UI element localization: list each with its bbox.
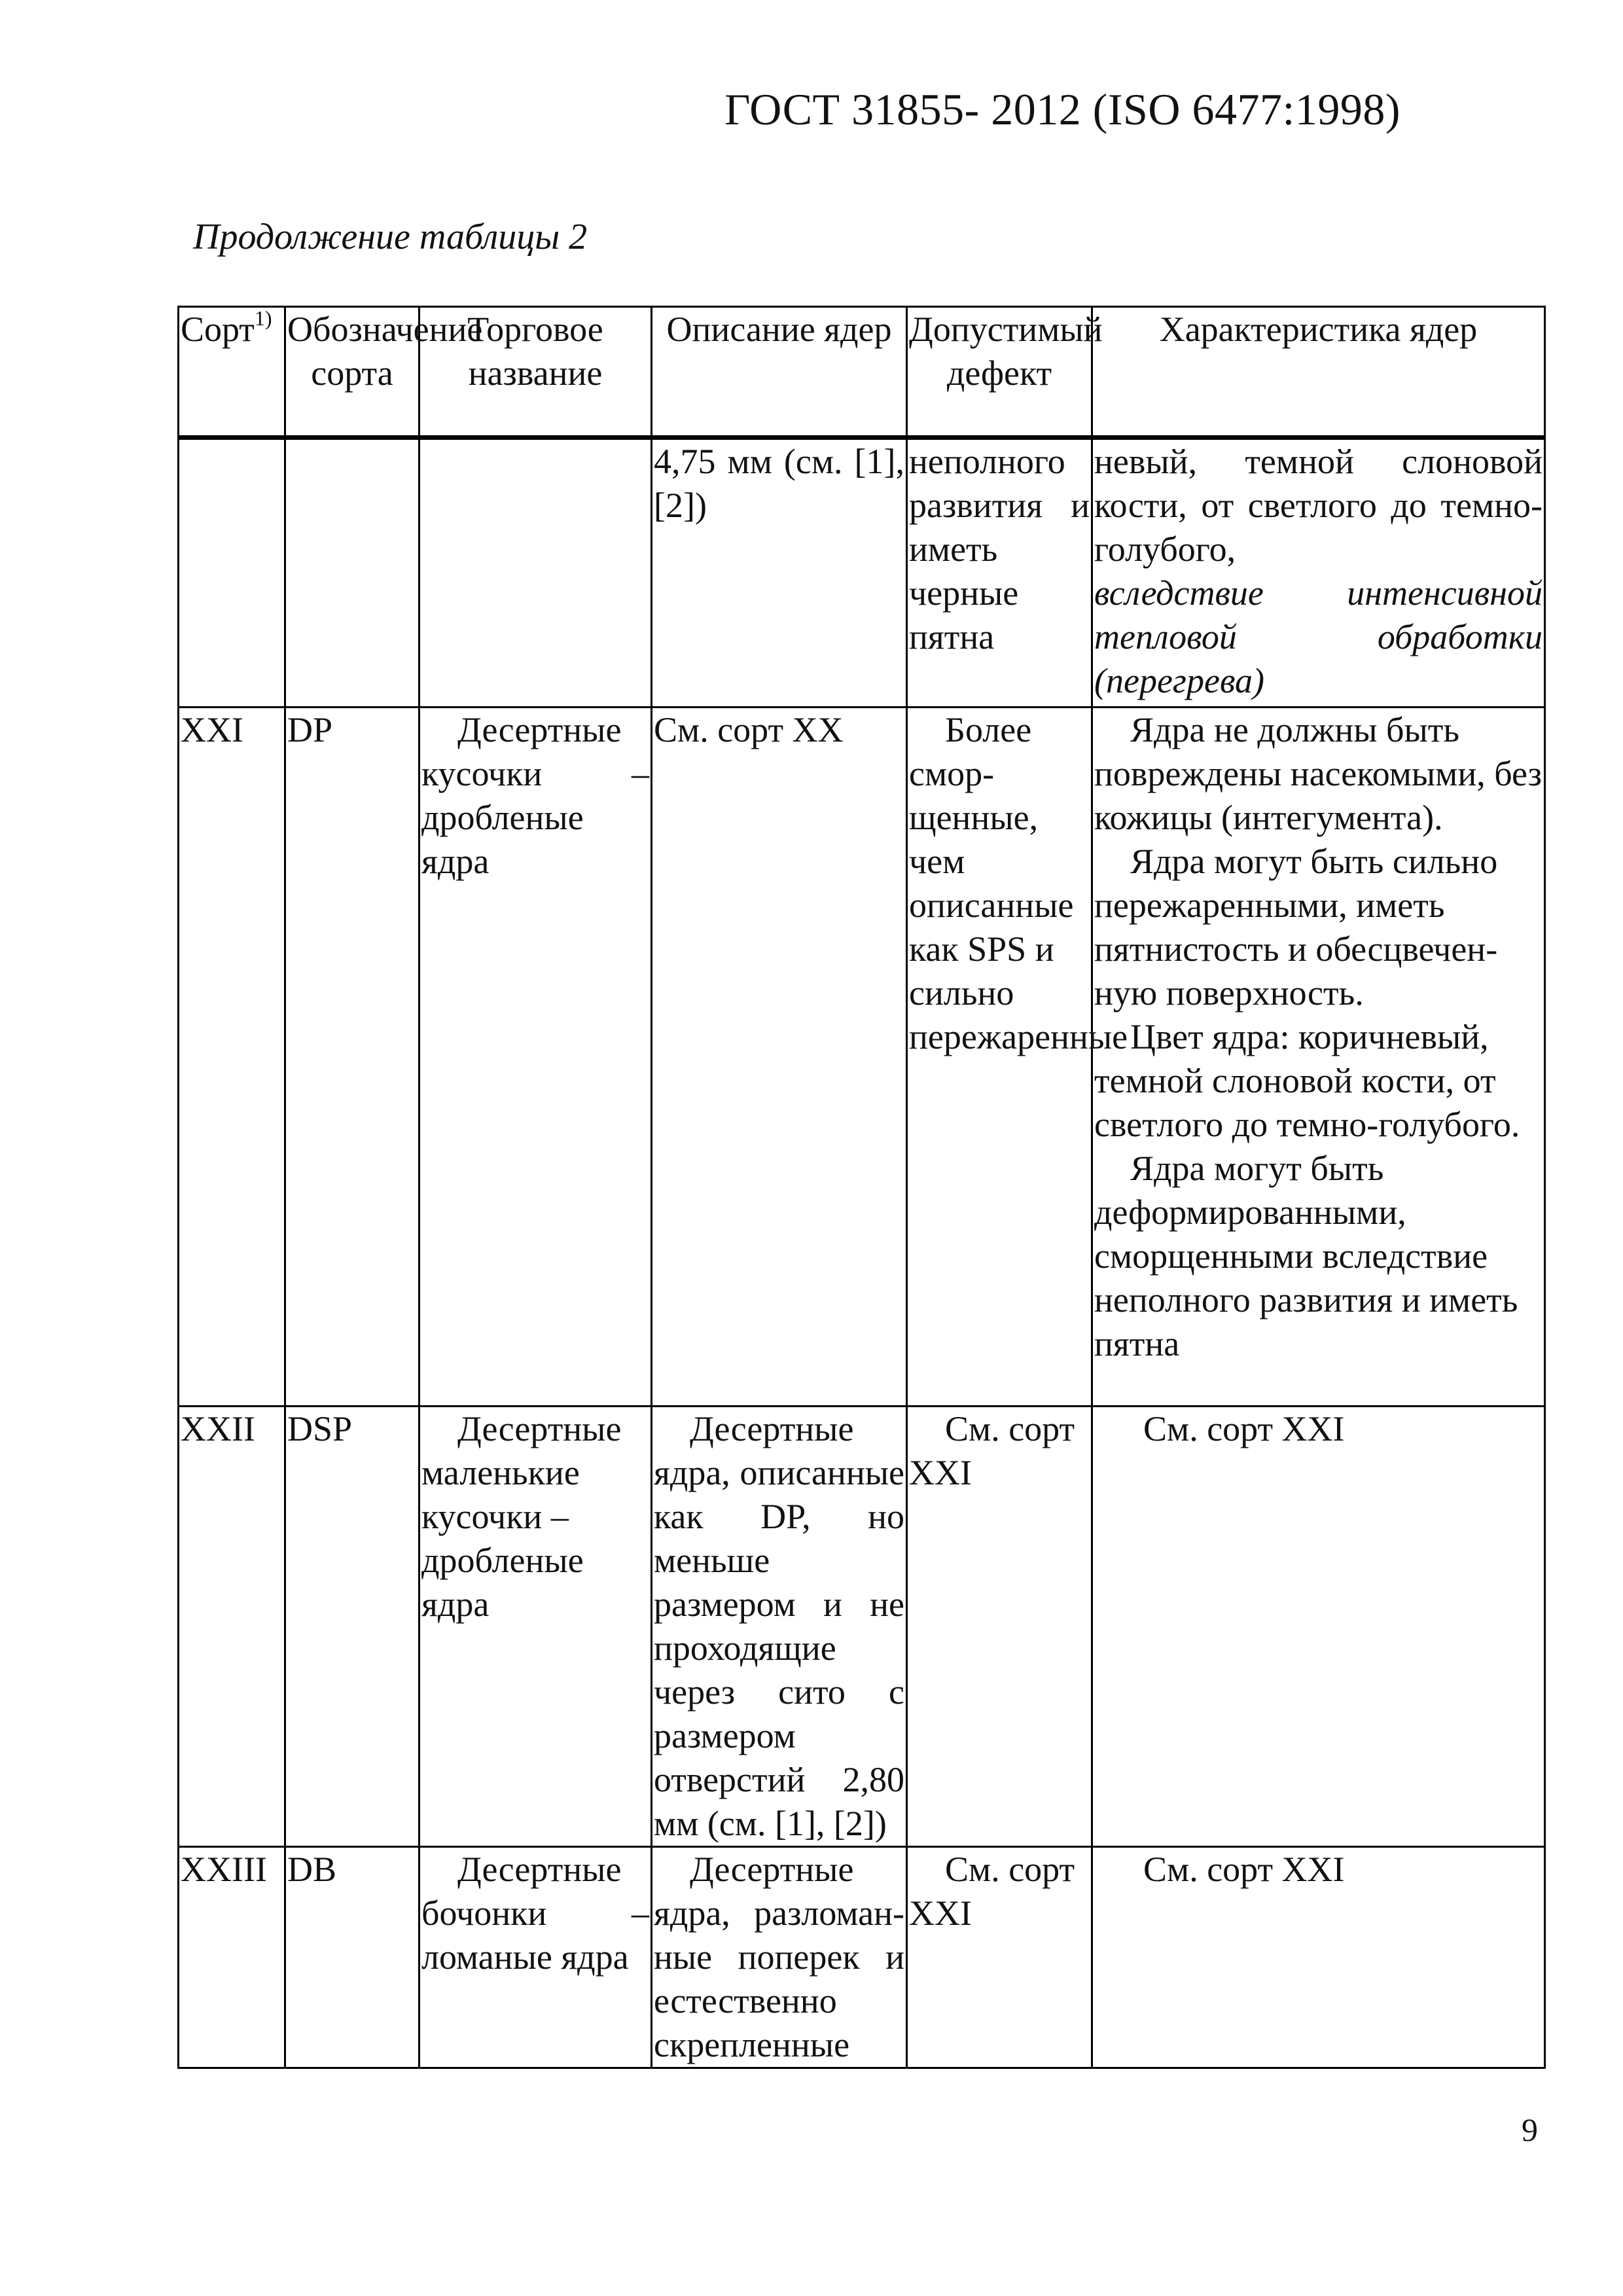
col-header-defect: Допустимый дефект xyxy=(907,307,1092,438)
cell-trade-name: Десертные маленькие кусочки – дробленые ядра xyxy=(419,1407,652,1847)
col-header-description: Описание ядер xyxy=(652,307,907,438)
characteristic-paragraph: Ядра могут быть сильно пережаренными, иметь пятнистость и обесцвечен-ную поверхность. xyxy=(1094,842,1498,1013)
cell-characteristic xyxy=(1092,438,1545,708)
col-header-sort-label: Сорт xyxy=(181,310,255,349)
cell-characteristic xyxy=(1092,708,1545,1407)
characteristic-paragraph: Ядра могут быть деформированными, сморщенными вследствие неполного развития и иметь пятна xyxy=(1094,1149,1518,1363)
cell-sort: XXI xyxy=(179,708,285,1407)
cell-characteristic: См. сорт XXI xyxy=(1092,1407,1545,1847)
cell-designation: DP xyxy=(285,708,419,1407)
cell-description: Десертные ядра, описанные как DP, но меньше размером и не проходящие через сито с размером отверстий 2,80 мм (см. [1], [2]) xyxy=(652,1407,907,1847)
cell-trade-name xyxy=(419,438,652,708)
characteristic-italic-text: вследствие интенсивной тепловой обработки (перегрева) xyxy=(1094,573,1543,700)
table-row xyxy=(179,438,1545,708)
table-row xyxy=(179,708,1545,1407)
col-header-sort xyxy=(179,307,285,438)
cell-description: См. сорт XX xyxy=(652,708,907,1407)
characteristic-text: невый, темной слоновой кости, от светлого до темно-голубого, xyxy=(1094,442,1543,569)
cell-trade-name: Десертные кусочки – дробленые ядра xyxy=(419,708,652,1407)
cell-designation xyxy=(285,438,419,708)
table-caption: Продолжение таблицы 2 xyxy=(193,217,588,257)
characteristic-paragraph: Цвет ядра: коричневый, темной слоновой кости, от светлого до темно-голубого. xyxy=(1094,1017,1520,1144)
table-row xyxy=(179,1847,1545,2068)
cell-description: Десертные ядра, разломан-ные поперек и естественно скрепленные xyxy=(652,1847,907,2068)
cell-designation: DSP xyxy=(285,1407,419,1847)
col-header-trade-name: Торговое название xyxy=(419,307,652,438)
cell-defect: См. сорт XXI xyxy=(907,1407,1092,1847)
characteristic-paragraph: Ядра не должны быть повреждены насекомыми, без кожицы (интегумента). xyxy=(1094,710,1542,837)
table-row xyxy=(179,1407,1545,1847)
cell-sort: XXII xyxy=(179,1407,285,1847)
cell-description: 4,75 мм (см. [1], [2]) xyxy=(652,438,907,708)
cell-sort: XXIII xyxy=(179,1847,285,2068)
grades-table xyxy=(177,306,1546,2069)
cell-sort xyxy=(179,438,285,708)
page-number: 9 xyxy=(1522,2111,1538,2148)
cell-defect: Более смор-щенные, чем описанные как SPS и сильно пережаренные xyxy=(907,708,1092,1407)
cell-defect: См. сорт XXI xyxy=(907,1847,1092,2068)
footnote-mark: 1) xyxy=(254,306,272,330)
col-header-characteristic: Характеристика ядер xyxy=(1092,307,1545,438)
cell-defect: неполного развития и иметь черные пятна xyxy=(907,438,1092,708)
standard-number: ГОСТ 31855- 2012 (ISO 6477:1998) xyxy=(724,84,1400,134)
col-header-designation: Обозначение сорта xyxy=(285,307,419,438)
cell-trade-name: Десертные бочонки – ломаные ядра xyxy=(419,1847,652,2068)
cell-characteristic: См. сорт XXI xyxy=(1092,1847,1545,2068)
table-header-row xyxy=(179,307,1545,438)
cell-designation: DB xyxy=(285,1847,419,2068)
